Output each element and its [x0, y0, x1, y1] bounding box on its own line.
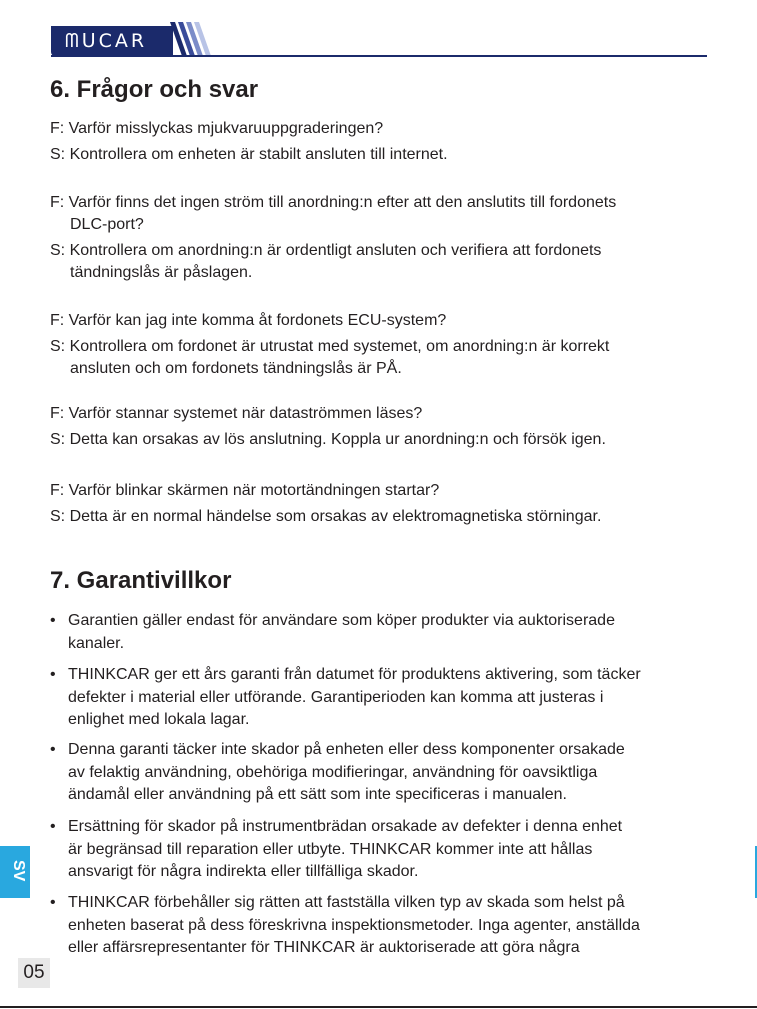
- warranty-line: Denna garanti täcker inte skador på enheten eller dess komponenter orsakade: [68, 741, 625, 758]
- brand-logo: [51, 26, 173, 56]
- warranty-line: defekter i material eller utförande. Garantiperioden kan komma att justeras i: [68, 688, 604, 706]
- warranty-line: av felaktig användning, obehöriga modifieringar, användning för oavsiktliga: [68, 763, 598, 781]
- faq-question: F: Varför misslyckas mjukvaruuppgraderingen?: [50, 120, 384, 137]
- bullet-icon: •: [50, 818, 56, 835]
- warranty-line: är begränsad till reparation eller utbyte. THINKCAR kommer inte att hållas: [68, 840, 593, 858]
- warranty-line: enlighet med lokala lagar.: [68, 711, 250, 728]
- bottom-rule: [0, 1006, 757, 1008]
- bullet-icon: •: [50, 612, 56, 629]
- warranty-line: ändamål eller användning på ett sätt som inte specificeras i manualen.: [68, 786, 567, 803]
- language-tab-label: SV: [10, 860, 27, 882]
- faq-answer: S: Kontrollera om anordning:n är ordentligt ansluten och verifiera att fordonets: [50, 242, 602, 259]
- page-number: 05: [18, 958, 50, 988]
- warranty-line: ansvarigt för några indirekta eller tillfälliga skador.: [68, 863, 419, 880]
- warranty-line: THINKCAR förbehåller sig rätten att fastställa vilken typ av skada som helst på: [68, 894, 625, 911]
- brand-logo-text: ᗰᑌCAR: [65, 30, 148, 52]
- faq-answer: S: Kontrollera om fordonet är utrustat med systemet, om anordning:n är korrekt: [50, 338, 610, 355]
- faq-item-1: [50, 118, 710, 166]
- faq-item-4: [50, 403, 710, 451]
- warranty-line: enheten baserat på dess föreskrivna inspektionsmetoder. Inga agenter, anställda: [68, 916, 640, 934]
- warranty-line: THINKCAR ger ett års garanti från datumet för produktens aktivering, som täcker: [68, 666, 641, 683]
- faq-item-3: [50, 310, 710, 380]
- faq-question: F: Varför blinkar skärmen när motortändningen startar?: [50, 482, 440, 499]
- warranty-line: eller affärsrepresentanter för THINKCAR är auktoriserade att göra några: [68, 939, 580, 956]
- warranty-line: kanaler.: [68, 634, 125, 652]
- bullet-icon: •: [50, 894, 56, 911]
- faq-answer-cont: tändningslås är påslagen.: [70, 264, 253, 281]
- warranty-line: Ersättning för skador på instrumentbrädan orsakade av defekter i denna enhet: [68, 818, 623, 835]
- faq-item-5: [50, 480, 710, 528]
- warranty-title: 7. Garantivillkor: [50, 567, 232, 594]
- bullet-icon: •: [50, 666, 56, 683]
- faq-item-2: [50, 192, 710, 284]
- warranty-line: Garantien gäller endast för användare som köper produkter via auktoriserade: [68, 612, 615, 629]
- faq-title: 6. Frågor och svar: [50, 76, 259, 103]
- faq-question: F: Varför finns det ingen ström till anordning:n efter att den anslutits till fordonets: [50, 194, 617, 211]
- faq-question: F: Varför stannar systemet när dataströmmen läses?: [50, 405, 423, 422]
- faq-answer: S: Kontrollera om enheten är stabilt ansluten till internet.: [50, 146, 448, 163]
- bullet-icon: •: [50, 741, 56, 758]
- faq-question-cont: DLC-port?: [70, 216, 144, 233]
- faq-answer: S: Detta är en normal händelse som orsakas av elektromagnetiska störningar.: [50, 508, 602, 525]
- language-tab: [0, 846, 30, 898]
- header-rule: [51, 55, 707, 57]
- faq-answer-cont: ansluten och om fordonets tändningslås är PÅ.: [70, 360, 402, 377]
- logo-stripes-icon: [170, 22, 215, 58]
- faq-answer: S: Detta kan orsakas av lös anslutning. Koppla ur anordning:n och försök igen.: [50, 431, 606, 448]
- faq-question: F: Varför kan jag inte komma åt fordonets ECU-system?: [50, 312, 447, 329]
